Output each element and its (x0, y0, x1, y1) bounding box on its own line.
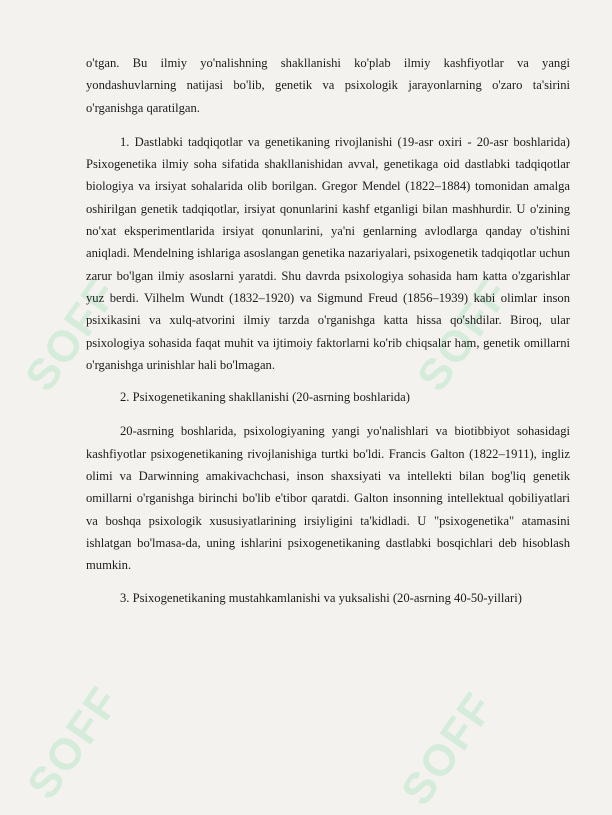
watermark-text: SOFF (392, 683, 505, 815)
document-body (86, 52, 570, 609)
watermark-text: SOFF (408, 269, 521, 401)
watermark-text: SOFF (18, 677, 131, 809)
watermark-text: SOFF (16, 269, 129, 401)
section-heading-3: 3. Psixogenetikaning mustahkamlanishi va yuksalishi (20-asrning 40-50-yillari) (120, 590, 522, 605)
paragraph-section-2: 20-asrning boshlarida, psixologiyaning yangi yo'nalishlari va biotibbiyot sohasidagi kashfiyotlar psixogenetikaning rivojlanishiga turtki bo'ldi. Francis Galton (1822–1911), ingliz olimi va Darwinning amakivachchasi, inson shaxsiyati va intellekti bilan bog'liq genetik omillarni o'rganishga birinchi bo'lib e'tibor qaratdi. Galton insonning intellektual qobiliyatlari va boshqa psixologik xususiyatlarining irsiyligini ta'kidladi. U "psixogenetika" atamasini ishlatgan bo'lmasa-da, uning ishlarini psixogenetikaning dastlabki bosqichlari deb hisoblash mumkin. (86, 424, 570, 573)
paragraph-section-1: 1. Dastlabki tadqiqotlar va genetikaning rivojlanishi (19-asr oxiri - 20-asr boshlarida) Psixogenetika ilmiy soha sifatida shakllanishidan avval, genetikaga oid dastlabki tadqiqotlar biologiya va irsiyat sohalarida olib borilgan. Gregor Mendel (1822–1884) tomonidan amalga oshirilgan genetik tadqiqotlar, irsiyat qonunlarini kashf etganligi bilan mashhurdir. U o'zining no'xat eksperimentlarida irsiyat qonunlarini, ya'ni genlarning avlodlarga qanday o'tishini aniqladi. Mendelning ishlariga asoslangan genetika nazariyalari, psixogenetik tadqiqotlar uchun zarur bo'lgan ilmiy asoslarni yaratdi. Shu davrda psixologiya sohasida ham katta o'zgarishlar yuz berdi. Vilhelm Wundt (1832–1920) va Sigmund Freud (1856–1939) kabi olimlar inson psixikasini va xulq-atvorini ilmiy tarzda o'rganishga katta hissa qo'shdilar. Biroq, ular psixologiya sohasida faqat muhit va ijtimoiy faktorlarni ko'rib chiqsalar ham, genetik omillarni o'rganishga urinishlar hali bo'lmagan. (86, 134, 570, 372)
paragraph-intro: o'tgan. Bu ilmiy yo'nalishning shakllanishi ko'plab ilmiy kashfiyotlar va yangi yondashuvlarning natijasi bo'lib, genetik va psixologik jarayonlarning o'zaro ta'sirini o'rganishga qaratilgan. (86, 56, 570, 115)
section-heading-2: 2. Psixogenetikaning shakllanishi (20-asrning boshlarida) (120, 390, 410, 405)
